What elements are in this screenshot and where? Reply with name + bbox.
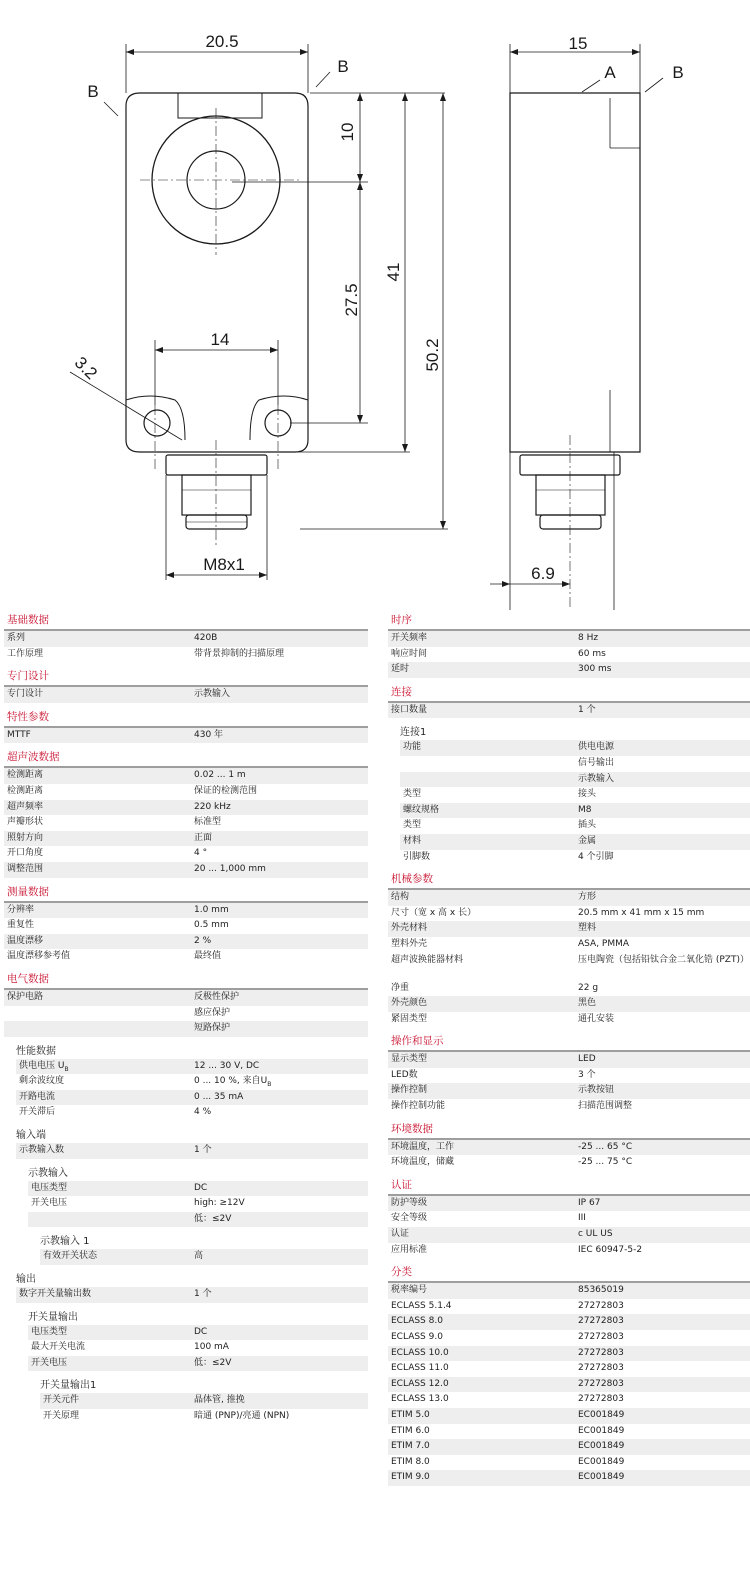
section-title: 超声波数据 — [4, 749, 368, 768]
row-value: 420B — [194, 633, 218, 643]
subsection-teach-input-1 — [40, 1235, 368, 1265]
row-key: 开关电压 — [31, 1198, 68, 1209]
row-key: 电压类型 — [31, 1326, 68, 1337]
subsection-connection-1 — [400, 726, 750, 865]
row-key: 供电电压 $U_B$ — [19, 1060, 69, 1073]
table-row — [16, 1287, 368, 1303]
table-row — [4, 647, 368, 663]
section-title: 机械参数 — [388, 871, 750, 890]
section-title: 时序 — [388, 612, 750, 631]
row-value: 0 ... 35 mA — [194, 1091, 244, 1102]
row-key: ETIM 5.0 — [391, 1409, 430, 1420]
row-key: 安全等级 — [391, 1213, 428, 1224]
table-row — [28, 1325, 368, 1341]
subsection-input — [16, 1129, 368, 1159]
table-row — [28, 1340, 368, 1356]
row-key: 示教输入数 — [19, 1145, 65, 1156]
table-row — [4, 846, 368, 862]
table-row — [388, 1099, 750, 1115]
table-row — [388, 1299, 750, 1315]
row-value: 示教输入 — [578, 773, 615, 784]
row-key: 工作原理 — [7, 648, 44, 659]
table-row — [388, 1283, 750, 1299]
row-key: ECLASS 12.0 — [391, 1378, 449, 1389]
subsection-title: 示教输入 1 — [40, 1236, 90, 1248]
dimension-drawing — [0, 0, 750, 610]
row-value: 20.5 mm x 41 mm x 15 mm — [578, 907, 705, 918]
row-key: 声瓣形状 — [7, 817, 44, 828]
dim-10: 10 — [338, 122, 357, 142]
table-row — [4, 918, 368, 934]
row-key: 照射方向 — [7, 832, 44, 843]
row-value: 0.5 mm — [194, 920, 229, 931]
row-value: 1 个 — [194, 1145, 212, 1156]
table-row — [400, 834, 750, 850]
row-value: 标准型 — [194, 817, 222, 828]
row-key: 接口数量 — [391, 704, 428, 715]
table-row — [388, 937, 750, 953]
table-row — [4, 631, 368, 647]
row-key: 剩余波纹度 — [19, 1076, 65, 1087]
row-value: M8 — [578, 804, 592, 815]
table-row — [388, 1408, 750, 1424]
section — [388, 1264, 750, 1486]
row-value: 27272803 — [578, 1363, 624, 1374]
table-row — [388, 953, 750, 981]
table-row — [400, 818, 750, 834]
subsection-switch-output — [28, 1311, 368, 1372]
section-title: 操作和显示 — [388, 1033, 750, 1052]
section-electrical — [4, 971, 368, 1425]
right-column — [388, 612, 750, 1486]
dim-6-9: 6.9 — [531, 564, 555, 583]
table-row — [388, 1155, 750, 1171]
table-row — [4, 800, 368, 816]
row-key: 有效开关状态 — [43, 1251, 98, 1262]
row-value: 4 % — [194, 1107, 212, 1118]
dim-14: 14 — [210, 330, 230, 349]
table-row — [388, 1470, 750, 1486]
section-title: 测量数据 — [4, 884, 368, 903]
table-row — [16, 1090, 368, 1106]
row-value: 12 ... 30 V, DC — [194, 1060, 260, 1071]
table-row — [388, 1227, 750, 1243]
table-row — [400, 787, 750, 803]
table-row — [4, 903, 368, 919]
subsection-title: 输出 — [16, 1274, 36, 1286]
row-value: 27272803 — [578, 1378, 624, 1389]
row-key: 分辨率 — [7, 904, 35, 915]
row-value: 接头 — [578, 789, 597, 800]
row-value: 黑色 — [578, 998, 597, 1009]
row-key: 显示类型 — [391, 1054, 428, 1065]
row-key: 防护等级 — [391, 1197, 428, 1208]
table-row — [4, 687, 368, 703]
row-key: 开关原理 — [43, 1411, 80, 1421]
row-key: 检测距离 — [7, 785, 44, 796]
subsection-title: 连接1 — [400, 727, 427, 739]
row-key: 开关滞后 — [19, 1107, 56, 1118]
section — [4, 749, 368, 877]
table-row — [388, 1243, 750, 1259]
row-key: 外壳颜色 — [391, 998, 428, 1009]
section-mechanical — [388, 871, 750, 1027]
section — [4, 709, 368, 744]
row-value: 感应保护 — [194, 1007, 231, 1018]
row-value: 27272803 — [578, 1300, 624, 1311]
table-row — [4, 1021, 368, 1037]
table-row — [388, 906, 750, 922]
table-row — [28, 1196, 368, 1212]
section-title: 环境数据 — [388, 1121, 750, 1140]
row-value: III — [578, 1213, 586, 1224]
row-key: 专门设计 — [7, 689, 44, 700]
row-value: high: ≥12V — [194, 1198, 245, 1209]
table-row — [388, 1424, 750, 1440]
row-value: 3 个 — [578, 1069, 596, 1080]
subsection-title: 输入端 — [16, 1130, 46, 1142]
row-key: 螺纹规格 — [403, 804, 440, 815]
row-value: 反极性保护 — [194, 991, 240, 1002]
section — [4, 612, 368, 662]
row-key: 塑料外壳 — [391, 938, 428, 949]
row-value: c UL US — [578, 1229, 613, 1240]
row-value: 1 个 — [578, 704, 596, 715]
table-row — [40, 1409, 368, 1425]
row-value: 信号输出 — [578, 757, 615, 768]
table-row — [388, 703, 750, 719]
row-key: 外壳材料 — [391, 923, 428, 934]
table-row — [388, 1346, 750, 1362]
table-row — [400, 772, 750, 788]
row-value: 短路保护 — [194, 1023, 231, 1034]
table-row — [388, 647, 750, 663]
subsection-title: 开关量输出1 — [40, 1380, 97, 1392]
row-key: 功能 — [403, 742, 422, 753]
subsection-switch-output-1 — [40, 1379, 368, 1424]
dim-thread: M8x1 — [203, 555, 245, 574]
row-key: 环境温度，工作 — [391, 1141, 455, 1152]
table-row — [28, 1212, 368, 1228]
row-value: 方形 — [578, 892, 597, 903]
row-key: 环境温度，储藏 — [391, 1157, 455, 1168]
row-key: 开关电压 — [31, 1357, 68, 1368]
table-row — [4, 949, 368, 965]
table-row — [388, 1439, 750, 1455]
row-key: 系列 — [7, 633, 26, 643]
row-value: 85365019 — [578, 1285, 624, 1296]
row-value: -25 ... 65 °C — [578, 1141, 633, 1152]
table-row — [388, 1068, 750, 1084]
subsection-teach-input — [28, 1167, 368, 1228]
row-key: 检测距离 — [7, 770, 44, 781]
row-key: ECLASS 9.0 — [391, 1332, 443, 1342]
section-title: 认证 — [388, 1177, 750, 1196]
row-value: EC001849 — [578, 1425, 625, 1436]
row-value: 高 — [194, 1251, 204, 1262]
row-key — [400, 756, 575, 772]
row-key: 结构 — [391, 892, 410, 903]
row-value: 60 ms — [578, 648, 606, 659]
label-b-left: B — [87, 82, 99, 101]
row-key: 开关频率 — [391, 633, 428, 643]
row-key: 税率编号 — [391, 1285, 428, 1296]
table-row — [16, 1105, 368, 1121]
section — [4, 668, 368, 703]
row-key: 应用标准 — [391, 1244, 428, 1255]
row-value: 27272803 — [578, 1316, 624, 1327]
row-value: 27272803 — [578, 1332, 624, 1342]
row-key: ECLASS 8.0 — [391, 1316, 443, 1327]
row-value: 0.02 ... 1 m — [194, 770, 246, 781]
table-row — [388, 1330, 750, 1346]
table-row — [388, 1361, 750, 1377]
table-row — [4, 815, 368, 831]
table-row — [4, 862, 368, 878]
row-value: EC001849 — [578, 1409, 625, 1420]
table-row — [388, 1196, 750, 1212]
section-connection — [388, 684, 750, 865]
row-key: 类型 — [403, 820, 422, 831]
section-title: 基础数据 — [4, 612, 368, 631]
row-value: 扫描范围调整 — [578, 1101, 633, 1112]
row-value: EC001849 — [578, 1456, 625, 1467]
row-key: 延时 — [391, 664, 410, 675]
section-title: 专门设计 — [4, 668, 368, 687]
table-row — [388, 1377, 750, 1393]
table-row — [4, 990, 368, 1006]
table-row — [400, 850, 750, 866]
row-value: 低：≤2V — [194, 1357, 232, 1368]
row-key: 电压类型 — [31, 1182, 68, 1193]
row-key: 操作控制功能 — [391, 1101, 446, 1112]
table-row — [4, 934, 368, 950]
row-value: ASA, PMMA — [578, 938, 630, 949]
row-key: 重复性 — [7, 920, 35, 931]
row-key: ECLASS 11.0 — [391, 1363, 449, 1374]
row-key: ECLASS 13.0 — [391, 1394, 449, 1405]
table-row — [388, 1211, 750, 1227]
row-key: 净重 — [391, 982, 410, 993]
table-row — [16, 1074, 368, 1090]
row-value: 22 g — [578, 982, 599, 993]
row-key: 数字开关量输出数 — [19, 1289, 92, 1300]
row-key: 操作控制 — [391, 1085, 428, 1096]
table-row — [28, 1181, 368, 1197]
row-value: 4 个引脚 — [578, 851, 614, 862]
section-title: 分类 — [388, 1264, 750, 1283]
dim-3-2: 3.2 — [70, 353, 101, 384]
row-value: 低：≤2V — [194, 1213, 232, 1224]
table-row — [388, 1314, 750, 1330]
row-key: ECLASS 10.0 — [391, 1347, 449, 1358]
section — [388, 1033, 750, 1114]
row-value: 正面 — [194, 832, 213, 843]
row-key: 开口角度 — [7, 848, 44, 859]
section — [4, 884, 368, 965]
subsection-title: 开关量输出 — [28, 1311, 78, 1323]
left-column — [4, 612, 368, 1425]
section — [388, 612, 750, 678]
dim-27-5: 27.5 — [342, 283, 361, 317]
row-value: EC001849 — [578, 1441, 625, 1452]
table-row — [388, 631, 750, 647]
table-row — [16, 1143, 368, 1159]
table-row — [400, 756, 750, 772]
row-value: 示教输入 — [194, 689, 231, 700]
row-value: 供电电源 — [578, 742, 615, 753]
row-value: 2 % — [194, 935, 212, 946]
table-row — [388, 1140, 750, 1156]
row-key: 温度漂移 — [7, 935, 44, 946]
table-row — [388, 1012, 750, 1028]
table-row — [400, 803, 750, 819]
row-value: 4 ° — [194, 848, 208, 859]
table-row — [388, 1052, 750, 1068]
table-row — [40, 1393, 368, 1409]
row-value: 220 kHz — [194, 801, 231, 812]
dim-width-side: 15 — [568, 34, 588, 53]
table-row — [4, 728, 368, 744]
table-row — [388, 921, 750, 937]
row-key: 温度漂移参考值 — [7, 951, 71, 962]
subsection-performance — [16, 1045, 368, 1121]
row-value: 插头 — [578, 820, 597, 831]
row-value: 压电陶瓷（包括铅钛合金二氧化锆 (PZT)） — [578, 954, 749, 965]
row-key: ETIM 6.0 — [391, 1425, 430, 1436]
table-row — [388, 662, 750, 678]
row-key: 材料 — [403, 835, 422, 846]
row-value: IEC 60947-5-2 — [578, 1244, 643, 1255]
table-row — [4, 784, 368, 800]
table-row — [16, 1059, 368, 1075]
table-row — [388, 1392, 750, 1408]
subsection-output — [16, 1273, 368, 1303]
row-value: 27272803 — [578, 1347, 624, 1358]
table-row — [388, 1455, 750, 1471]
subsection-title: 性能数据 — [16, 1045, 56, 1057]
row-key: 紧固类型 — [391, 1013, 428, 1024]
row-key: 开路电流 — [19, 1091, 56, 1102]
row-key: 类型 — [403, 789, 422, 800]
table-row — [4, 768, 368, 784]
dim-50-2: 50.2 — [423, 338, 442, 372]
table-row — [40, 1249, 368, 1265]
row-value: 300 ms — [578, 664, 612, 675]
row-key — [28, 1212, 191, 1228]
dim-41: 41 — [384, 262, 403, 282]
row-value: 27272803 — [578, 1394, 624, 1405]
section — [388, 1121, 750, 1171]
row-value: IP 67 — [578, 1197, 601, 1208]
row-value: 8 Hz — [578, 633, 599, 643]
row-value: 1 个 — [194, 1289, 212, 1300]
row-key: 调整范围 — [7, 863, 44, 874]
row-value: 1.0 mm — [194, 904, 229, 915]
row-value: 塑料 — [578, 923, 597, 934]
row-key: MTTF — [7, 729, 31, 740]
dim-width-front: 20.5 — [205, 32, 239, 51]
front-housing — [126, 93, 308, 452]
row-value: 20 ... 1,000 mm — [194, 863, 266, 874]
row-value: 示教按钮 — [578, 1085, 615, 1096]
section — [388, 1177, 750, 1258]
row-key: ETIM 8.0 — [391, 1456, 430, 1467]
section-title: 连接 — [388, 684, 750, 703]
row-key: 最大开关电流 — [31, 1342, 86, 1353]
table-row — [28, 1356, 368, 1372]
row-key: 开关元件 — [43, 1395, 80, 1406]
table-row — [388, 981, 750, 997]
row-key: 引脚数 — [403, 851, 431, 862]
row-key: ETIM 7.0 — [391, 1441, 430, 1452]
side-housing — [510, 93, 640, 452]
row-value: 金属 — [578, 835, 597, 846]
row-key: 超声频率 — [7, 801, 44, 812]
row-value: 430 年 — [194, 729, 224, 740]
row-key — [400, 772, 575, 788]
table-row — [4, 831, 368, 847]
row-value: 晶体管, 推挽 — [194, 1395, 245, 1406]
row-value: 通孔安装 — [578, 1013, 615, 1024]
row-value: LED — [578, 1054, 596, 1065]
row-value: 0 ... 10 %, 来自$U_B$ — [194, 1076, 272, 1089]
table-row — [4, 1006, 368, 1022]
row-value: 带背景抑制的扫描原理 — [194, 648, 285, 659]
row-value: -25 ... 75 °C — [578, 1157, 633, 1168]
table-row — [388, 996, 750, 1012]
label-a: A — [604, 63, 616, 82]
row-key: 响应时间 — [391, 648, 428, 659]
row-value: DC — [194, 1326, 208, 1337]
row-key: 认证 — [391, 1229, 410, 1240]
row-key: 保护电路 — [7, 991, 44, 1002]
row-key: ETIM 9.0 — [391, 1472, 430, 1483]
row-value: DC — [194, 1182, 208, 1193]
row-key: ECLASS 5.1.4 — [391, 1300, 452, 1311]
label-b-right: B — [337, 57, 349, 76]
row-value: 100 mA — [194, 1342, 229, 1353]
section-title: 电气数据 — [4, 971, 368, 990]
row-value: 暗通 (PNP)/亮通 (NPN) — [194, 1411, 290, 1421]
section-title: 特性参数 — [4, 709, 368, 728]
label-b-side: B — [672, 63, 684, 82]
row-value: 保证的检测范围 — [194, 785, 258, 796]
row-key: 超声波换能器材料 — [391, 954, 464, 965]
row-key: LED数 — [391, 1069, 418, 1080]
subsection-title: 示教输入 — [28, 1167, 68, 1179]
table-row — [388, 890, 750, 906]
table-row — [400, 740, 750, 756]
row-value: 最终值 — [194, 951, 222, 962]
row-key: 尺寸（宽 x 高 x 长） — [391, 907, 477, 918]
table-row — [388, 1083, 750, 1099]
row-value: EC001849 — [578, 1472, 625, 1483]
